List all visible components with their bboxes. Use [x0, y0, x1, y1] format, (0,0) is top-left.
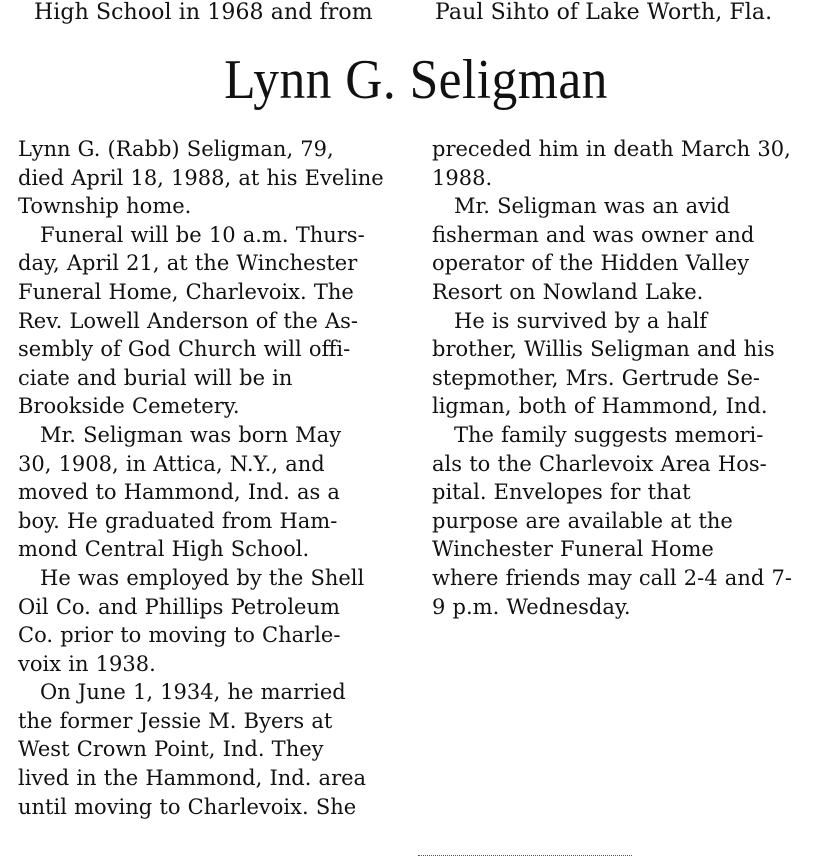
obituary-headline: Lynn G. Seligman	[224, 49, 608, 111]
paragraph-death-notice: Lynn G. (Rabb) Seligman, 79, died April 18, 1988, at his Eveline Township home.	[18, 137, 384, 219]
paragraph-memorials: The family suggests memori- als to the Charlevoix Area Hos- pital. Envelopes for that purpose are available at the Winchester Funeral Home where friends may call 2-4 and 7- 9 p.m. Wednesday.	[432, 422, 792, 619]
paragraph-employment: He was employed by the Shell Oil Co. and Phillips Petroleum Co. prior to moving to Charle- voix in 1938.	[18, 565, 365, 676]
bottom-divider	[418, 855, 632, 856]
paragraph-birth: Mr. Seligman was born May 30, 1908, in Attica, N.Y., and moved to Hammond, Ind. as a boy. He graduated from Ham- mond Central High School.	[18, 422, 342, 562]
paragraph-marriage: On June 1, 1934, he married the former Jessie M. Byers at West Crown Point, Ind. They lived in the Hammond, Ind. area until moving to Charlevoix. She	[18, 680, 367, 819]
left-column	[18, 135, 393, 821]
paragraph-occupation: Mr. Seligman was an avid fisherman and was owner and operator of the Hidden Valley Resort on Nowland Lake.	[432, 194, 755, 304]
paragraph-funeral: Funeral will be 10 a.m. Thurs- day, April 21, at the Winchester Funeral Home, Charlevoix. The Rev. Lowell Anderson of the As- sembly of God Church will offi- ciate and burial will be in Brookside Cemetery.	[18, 222, 365, 419]
paragraph-survivors: He is survived by a half brother, Willis Seligman and his stepmother, Mrs. Gertrude Se- ligman, both of Hammond, Ind.	[432, 308, 775, 419]
right-column	[432, 135, 812, 621]
clipping-top-right-text: Paul Sihto of Lake Worth, Fla.	[435, 0, 773, 25]
paragraph-marriage-continued: preceded him in death March 30, 1988.	[432, 137, 791, 190]
clipping-top-left-text: High School in 1968 and from	[34, 0, 373, 25]
